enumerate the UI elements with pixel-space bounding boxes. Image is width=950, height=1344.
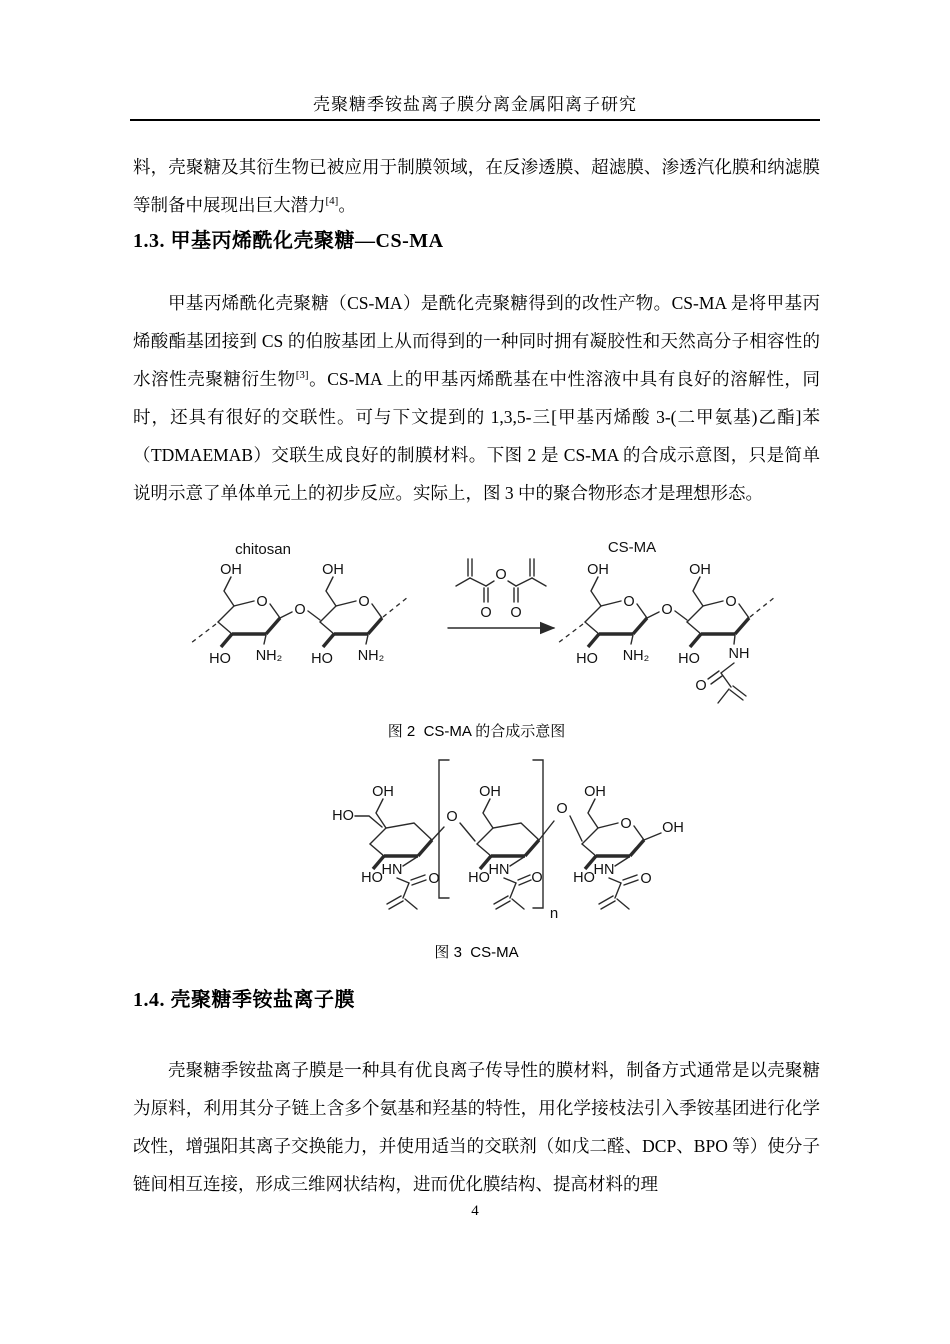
cs-ma-structure (558, 562, 775, 703)
atom-label-o: O (428, 871, 440, 887)
atom-label-oh: OH (479, 784, 501, 800)
figure2-caption: 图 2 CS-MA 的合成示意图 (387, 723, 566, 740)
cs-ma-label: CS-MA (607, 539, 657, 556)
repeat-index-n: n (549, 905, 559, 922)
atom-label-o: O (510, 605, 522, 621)
glycosidic-bond (460, 823, 475, 841)
left-bracket (439, 760, 449, 898)
chitosan-structure (191, 562, 408, 667)
atom-label-oh: OH (587, 562, 609, 578)
atom-label-oh: OH (584, 784, 606, 800)
atom-label-o: O (446, 809, 458, 825)
page-number: 4 (471, 1203, 479, 1219)
atom-label-ho: HO (311, 651, 333, 667)
glycosidic-bond (539, 821, 554, 840)
atom-label-o: O (695, 678, 707, 694)
atom-label-o: O (294, 602, 306, 618)
atom-label-ho: HO (209, 651, 231, 667)
intro-text-end: 。 (338, 194, 356, 215)
figure3-caption: 图 3 CS-MA (434, 944, 519, 961)
atom-label-hn: HN (488, 862, 510, 878)
atom-label-o: O (358, 594, 370, 610)
figure3-polymer-diagram (130, 752, 820, 944)
atom-label-nh2: NH₂ (622, 648, 650, 664)
chitosan-label: chitosan (235, 541, 291, 558)
intro-paragraph (133, 148, 820, 224)
atom-label-oh: OH (322, 562, 344, 578)
citation-4: [4] (325, 194, 339, 207)
polymer-unit-3 (573, 784, 684, 909)
reagent-structure (456, 559, 546, 621)
atom-label-nh2: NH₂ (255, 648, 283, 664)
figure2-reaction-diagram (130, 534, 820, 716)
intro-text: 料，壳聚糖及其衍生物已被应用于制膜领域，在反渗透膜、超滤膜、渗透汽化膜和纳滤膜等制备中展现出巨大潜力 (133, 156, 820, 215)
polymer-unit-2 (468, 784, 543, 909)
para-1-3-part2: 。CS-MA 上的甲基丙烯酰基在中性溶液中具有良好的溶解性，同时，还具有很好的交联性。可与下文提到的 1,3,5-三[甲基丙烯酸 3-(二甲氨基)乙酯]苯（TDMAEMAB）交联生成良好的制膜材料。下图 2 是 CS-MA 的合成示意图，只是简单说明示意了单体单元上的初步反应。实际上，图 3 中的聚合物形态才是理想形态。 (133, 368, 821, 503)
polymer-unit-1 (332, 784, 440, 909)
atom-label-ho: HO (573, 870, 595, 886)
atom-label-hn: HN (381, 862, 403, 878)
glycosidic-bond (432, 827, 444, 840)
atom-label-o: O (531, 870, 543, 886)
atom-label-o: O (661, 602, 673, 618)
atom-label-nh2: NH₂ (357, 648, 385, 664)
atom-label-o: O (556, 801, 568, 817)
glycosidic-bond (570, 816, 582, 841)
header-rule (130, 119, 820, 121)
citation-3: [3] (295, 368, 309, 381)
atom-label-o: O (640, 871, 652, 887)
atom-label-oh: OH (689, 562, 711, 578)
atom-label-o: O (725, 594, 737, 610)
atom-label-ho: HO (678, 651, 700, 667)
atom-label-o: O (256, 594, 268, 610)
section-1-3-paragraph (133, 284, 820, 512)
atom-label-oh: OH (220, 562, 242, 578)
section-1-4-heading: 1.4. 壳聚糖季铵盐离子膜 (133, 989, 355, 1011)
atom-label-oh: OH (662, 820, 684, 836)
atom-label-o: O (620, 816, 632, 832)
atom-label-ho: HO (468, 870, 490, 886)
atom-label-oh: OH (372, 784, 394, 800)
atom-label-ho: HO (332, 808, 354, 824)
atom-label-o: O (623, 594, 635, 610)
atom-label-ho: HO (576, 651, 598, 667)
para-1-3-part1: 甲基丙烯酰化壳聚糖（CS-MA）是酰化壳聚糖得到的改性产物。CS-MA 是将甲基丙烯酸酯基团接到 CS 的伯胺基团上从而得到的一种同时拥有凝胶性和天然高分子相容性的水溶性壳聚糖衍生物 (133, 292, 820, 389)
atom-label-nh: NH (728, 646, 750, 662)
atom-label-o: O (480, 605, 492, 621)
atom-label-hn: HN (593, 862, 615, 878)
section-1-4-paragraph: 壳聚糖季铵盐离子膜是一种具有优良离子传导性的膜材料，制备方式通常是以壳聚糖为原料，利用其分子链上含多个氨基和羟基的特性，用化学接枝法引入季铵基团进行化学改性，增强阳其离子交换能力，并使用适当的交联剂（如戊二醛、DCP、BPO 等）使分子链间相互连接，形成三维网状结构，进而优化膜结构、提高材料的理 (133, 1059, 820, 1194)
atom-label-ho: HO (361, 870, 383, 886)
atom-label-o: O (495, 567, 507, 583)
section-1-3-heading: 1.3. 甲基丙烯酰化壳聚糖—CS-MA (133, 230, 444, 252)
page-header-title: 壳聚糖季铵盐离子膜分离金属阳离子研究 (313, 95, 637, 114)
